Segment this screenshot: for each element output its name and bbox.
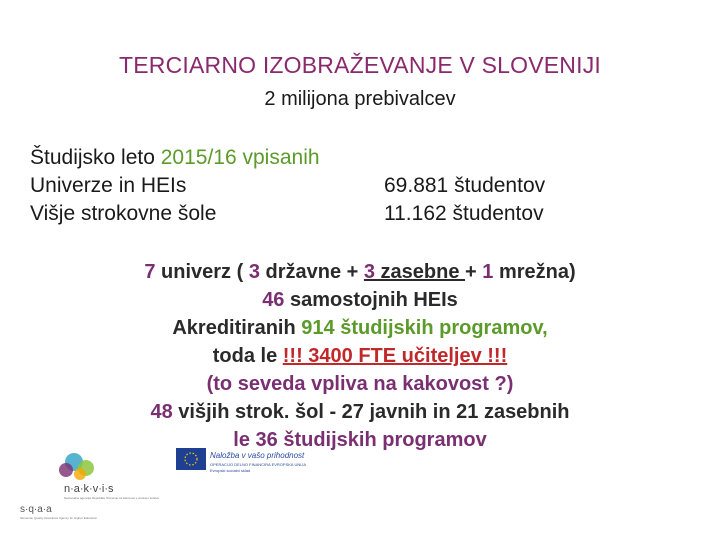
slide-subtitle: 2 milijona prebivalcev [264,88,456,110]
count: 48 [150,401,173,423]
stats-heading-prefix: Študijsko leto [30,146,161,169]
stats-row-universities [30,172,630,200]
count: 7 [144,261,156,283]
eu-subtitle: OPERACIJO DELNO FINANCIRA EVROPSKA UNIJA [210,462,307,467]
nakvis-subtitle: Nacionalna agencija Republike Slovenije za kakovost v visokem šolstvu [64,496,160,500]
fact-vocational-schools [0,398,720,426]
fact-quality-note: (to seveda vpliva na kakovost ?) [206,373,514,395]
fact-vocational-programmes: le 36 študijskih programov [233,429,487,451]
text: toda le [212,345,283,367]
count: 46 [262,289,285,311]
fact-accredited-programmes [0,314,720,342]
stats-label: Višje strokovne šole [30,202,217,225]
count: 914 [301,317,335,339]
slide-title: TERCIARNO IZOBRAŽEVANJE V SLOVENIJI [119,52,601,78]
count: 3 [363,261,375,283]
text: + [465,261,483,283]
eu-fund: Evropski socialni sklad [210,468,251,473]
text: mrežna) [493,261,576,283]
stats-label: Univerze in HEIs [30,174,187,197]
stats-heading-suffix: vpisanih [236,146,320,169]
stats-heading [30,144,630,172]
sqaa-wordmark: s·q·a·a [20,504,52,515]
key-facts [0,258,720,454]
speech-bubbles-icon [59,453,94,480]
stats-heading-year: 2015/16 [160,146,237,169]
fact-universities [0,258,720,286]
stats-value: 69.881 študentov [384,174,546,197]
nakvis-wordmark: n·a·k·v·i·s [64,483,114,495]
eu-slogan: Naložba v vašo prihodnost [210,451,305,460]
count: 1 [482,261,494,283]
text: zasebne [375,261,466,283]
eu-flag-icon [176,448,206,470]
eu-logo [176,440,326,490]
sqaa-subtitle: Slovenian Quality Assurance Agency for Higher Education [20,516,98,520]
count: 3 [248,261,260,283]
stats-row-vocational [30,200,630,228]
text: študijskih programov, [334,317,548,339]
stats-value: 11.162 študentov [384,202,544,225]
nakvis-logo [20,448,160,528]
highlight: !!! 3400 FTE učiteljev !!! [282,345,508,367]
enrollment-stats [30,144,630,228]
text: državne + [259,261,364,283]
text: samostojnih HEIs [284,289,458,311]
text: Akreditiranih [172,317,302,339]
fact-independent-heis [0,286,720,314]
fact-fte-teachers [0,342,720,370]
text: univerz ( [155,261,249,283]
text: višjih strok. šol - 27 javnih in 21 zasebnih [172,401,570,423]
